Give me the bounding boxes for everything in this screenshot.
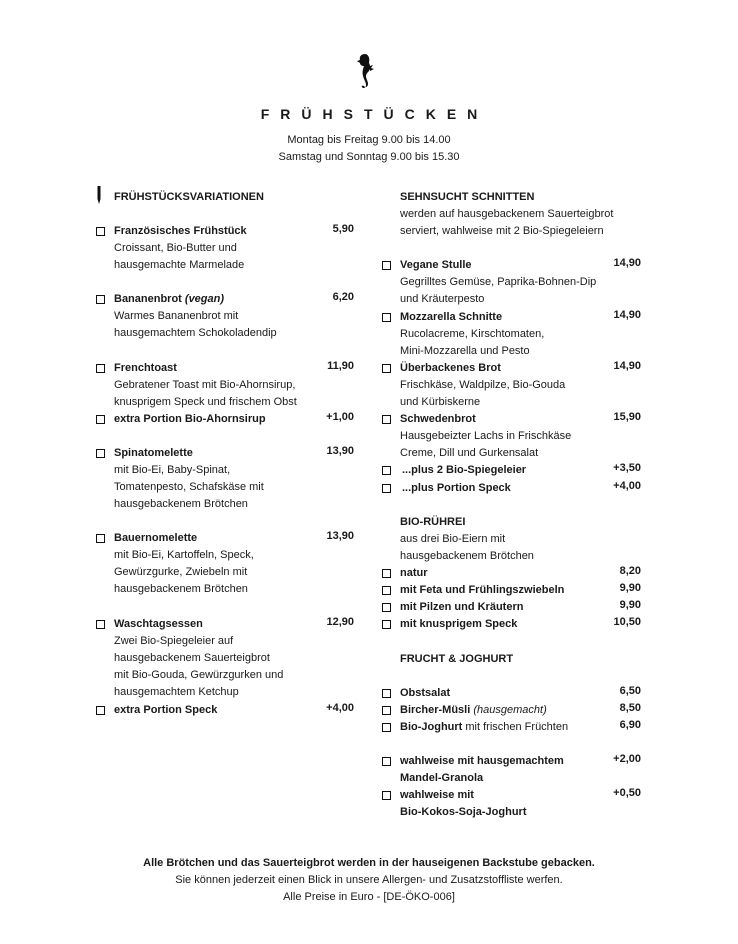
item-name: Bauernomelette [114, 532, 198, 544]
item-desc: Gewürzgurke, Zwiebeln mit [114, 566, 248, 578]
checkbox[interactable] [382, 706, 391, 715]
item-desc: Warmes Bananenbrot mit [114, 310, 239, 322]
checkbox[interactable] [382, 261, 391, 270]
item-name: Spinatomelette [114, 447, 193, 459]
item-name-note: (hausgemacht) [473, 704, 547, 716]
item-name: Obstsalat [400, 687, 451, 699]
item-name: extra Portion Speck [114, 704, 218, 716]
hours-weekend: Samstag und Sonntag 9.00 bis 15.30 [278, 151, 460, 163]
item-name-suffix: mit frischen Früchten [465, 721, 569, 733]
item-desc: hausgebackenem Brötchen [114, 583, 248, 595]
item-desc: Gebratener Toast mit Bio-Ahornsirup, [114, 379, 296, 391]
checkbox[interactable] [96, 227, 105, 236]
item-name: wahlweise mit [400, 789, 474, 801]
item-desc: hausgemachtem Schokoladendip [114, 327, 277, 339]
checkbox[interactable] [96, 364, 105, 373]
item-price: 6,50 [619, 685, 641, 697]
item-name: Bananenbrot [114, 293, 182, 305]
checkbox[interactable] [382, 791, 391, 800]
checkbox[interactable] [382, 603, 391, 612]
item-price: +2,00 [613, 753, 641, 765]
checkbox[interactable] [96, 295, 105, 304]
checkbox[interactable] [382, 569, 391, 578]
item-desc: hausgemachtem Ketchup [114, 686, 239, 698]
item-name-line2: Mandel-Granola [400, 772, 484, 784]
section-heading-frucht: FRUCHT & JOGHURT [400, 653, 514, 665]
item-desc: Croissant, Bio-Butter und [114, 242, 237, 254]
item-desc: und Kürbiskerne [400, 396, 481, 408]
item-desc: Zwei Bio-Spiegeleier auf [114, 635, 234, 647]
item-desc: hausgebackenem Sauerteigbrot [114, 652, 270, 664]
item-price: +4,00 [326, 702, 354, 714]
item-price: 9,90 [619, 582, 641, 594]
menu-title: FRÜHSTÜCKEN [260, 106, 489, 122]
hours-weekdays: Montag bis Freitag 9.00 bis 14.00 [287, 134, 451, 146]
item-desc: knusprigem Speck und frischem Obst [114, 396, 297, 408]
checkbox[interactable] [382, 313, 391, 322]
section-heading-sehnsucht: SEHNSUCHT SCHNITTEN [400, 191, 535, 203]
footer-bakery-note: Alle Brötchen und das Sauerteigbrot werden in der hauseigenen Backstube gebacken. [143, 857, 595, 869]
item-name: extra Portion Bio-Ahornsirup [114, 413, 266, 425]
item-desc: hausgemachte Marmelade [114, 259, 245, 271]
item-price: 14,90 [613, 309, 641, 321]
seahorse-icon [356, 52, 376, 94]
checkbox[interactable] [382, 620, 391, 629]
item-name: Französisches Frühstück [114, 225, 247, 237]
item-desc: mit Bio-Ei, Baby-Spinat, [114, 464, 231, 476]
checkbox[interactable] [96, 449, 105, 458]
checkbox[interactable] [382, 364, 391, 373]
item-price: +3,50 [613, 462, 641, 474]
item-name-line2: Bio-Kokos-Soja-Joghurt [400, 806, 527, 818]
item-price: +1,00 [326, 411, 354, 423]
checkbox[interactable] [96, 706, 105, 715]
pencil-icon [97, 186, 101, 204]
item-name: mit knusprigem Speck [400, 618, 518, 630]
section-intro: serviert, wahlweise mit 2 Bio-Spiegeleiern [400, 225, 604, 237]
item-desc: mit Bio-Gouda, Gewürzgurken und [114, 669, 284, 681]
item-price: +4,00 [613, 480, 641, 492]
checkbox[interactable] [382, 757, 391, 766]
item-price: +0,50 [613, 787, 641, 799]
item-desc: Mini-Mozzarella und Pesto [400, 345, 530, 357]
item-price: 8,20 [619, 565, 641, 577]
section-intro: aus drei Bio-Eiern mit [400, 533, 506, 545]
item-name: mit Pilzen und Kräutern [400, 601, 524, 613]
item-name: mit Feta und Frühlingszwiebeln [400, 584, 565, 596]
item-name: Waschtagsessen [114, 618, 203, 630]
item-price: 13,90 [326, 530, 354, 542]
item-name: Bio-Joghurt [400, 721, 463, 733]
item-price: 12,90 [326, 616, 354, 628]
checkbox[interactable] [382, 415, 391, 424]
item-name: Bircher-Müsli [400, 704, 471, 716]
item-name: wahlweise mit hausgemachtem [400, 755, 564, 767]
item-desc: Rucolacreme, Kirschtomaten, [400, 328, 545, 340]
checkbox[interactable] [382, 689, 391, 698]
item-price: 9,90 [619, 599, 641, 611]
item-desc: Tomatenpesto, Schafskäse mit [114, 481, 264, 493]
item-name: Überbackenes Brot [400, 362, 501, 374]
checkbox[interactable] [382, 723, 391, 732]
checkbox[interactable] [96, 534, 105, 543]
item-desc: Creme, Dill und Gurkensalat [400, 447, 539, 459]
item-name: ...plus Portion Speck [402, 482, 511, 494]
item-price: 14,90 [613, 360, 641, 372]
item-name: Mozzarella Schnitte [400, 311, 503, 323]
item-price: 10,50 [613, 616, 641, 628]
item-desc: hausgebackenem Brötchen [114, 498, 248, 510]
item-name: ...plus 2 Bio-Spiegeleier [402, 464, 527, 476]
item-name: natur [400, 567, 428, 579]
item-name: Schwedenbrot [400, 413, 476, 425]
item-price: 6,20 [332, 291, 354, 303]
checkbox[interactable] [382, 484, 391, 493]
checkbox[interactable] [382, 466, 391, 475]
section-heading-variationen: FRÜHSTÜCKSVARIATIONEN [114, 191, 264, 203]
footer-allergen-note: Sie können jederzeit einen Blick in unsere Allergen- und Zusatzstoffliste werfen. [175, 874, 563, 886]
item-name-note: (vegan) [184, 293, 225, 305]
item-price: 13,90 [326, 445, 354, 457]
item-price: 14,90 [613, 257, 641, 269]
item-desc: mit Bio-Ei, Kartoffeln, Speck, [114, 549, 254, 561]
item-price: 8,50 [619, 702, 641, 714]
item-desc: Frischkäse, Waldpilze, Bio-Gouda [400, 379, 566, 391]
item-price: 6,90 [619, 719, 641, 731]
item-name: Vegane Stulle [400, 259, 472, 271]
footer-price-note: Alle Preise in Euro - [DE-ÖKO-006] [283, 891, 455, 903]
item-desc: Hausgebeizter Lachs in Frischkäse [400, 430, 572, 442]
checkbox[interactable] [96, 620, 105, 629]
checkbox[interactable] [382, 586, 391, 595]
item-desc: und Kräuterpesto [400, 293, 485, 305]
item-price: 11,90 [327, 360, 354, 372]
checkbox[interactable] [96, 415, 105, 424]
item-price: 5,90 [332, 223, 354, 235]
section-heading-ruehrei: BIO-RÜHREI [400, 516, 466, 528]
item-name: Frenchtoast [114, 362, 177, 374]
item-desc: Gegrilltes Gemüse, Paprika-Bohnen-Dip [400, 276, 597, 288]
section-intro: werden auf hausgebackenem Sauerteigbrot [400, 208, 614, 220]
section-intro: hausgebackenem Brötchen [400, 550, 534, 562]
item-price: 15,90 [613, 411, 641, 423]
